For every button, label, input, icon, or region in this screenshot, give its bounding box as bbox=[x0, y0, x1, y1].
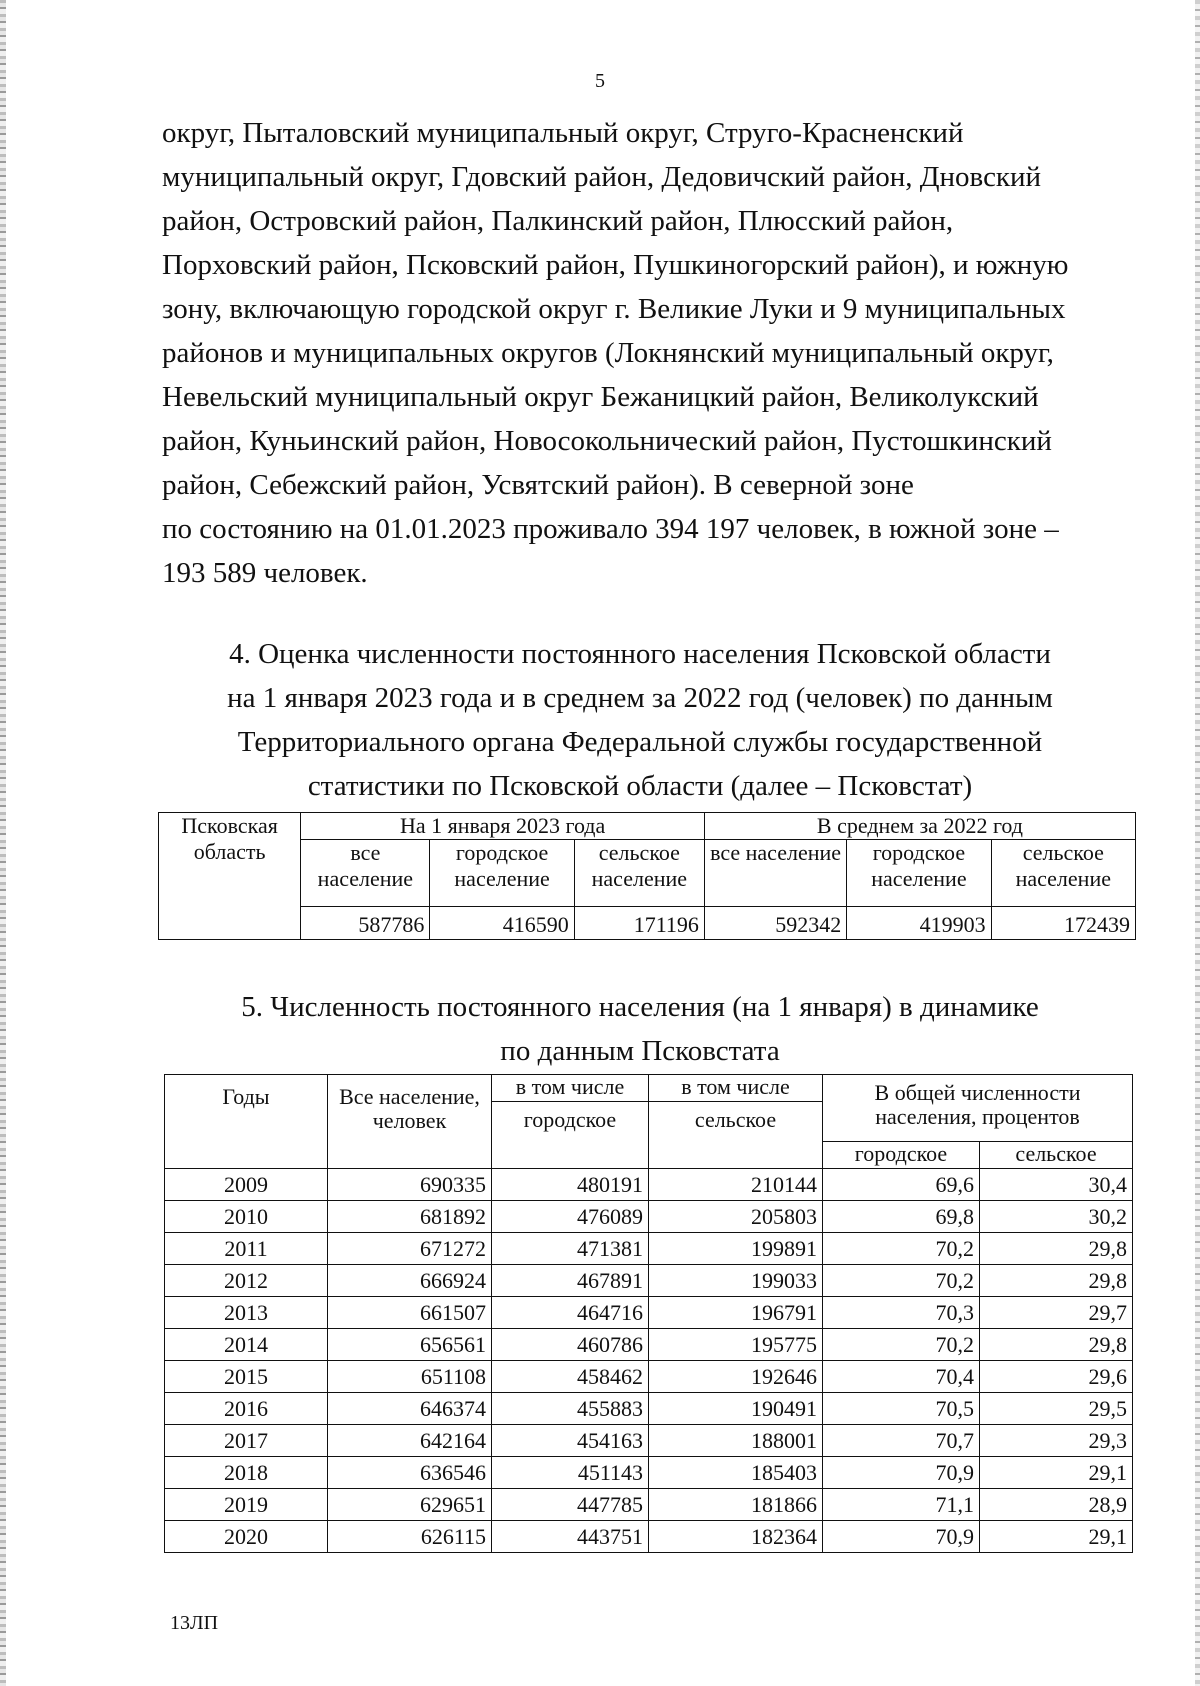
table-cell: 451143 bbox=[492, 1457, 649, 1489]
body-line: районов и муниципальных округов (Локнянский муниципальный округ, bbox=[162, 337, 1054, 369]
table-cell: 181866 bbox=[649, 1489, 823, 1521]
body-line: район, Куньинский район, Новосокольнический район, Пустошкинский bbox=[162, 425, 1052, 457]
table-cell: 416590 bbox=[430, 907, 574, 940]
table-cell: 464716 bbox=[492, 1297, 649, 1329]
table-cell: 28,9 bbox=[980, 1489, 1133, 1521]
header-years: Годы bbox=[165, 1075, 328, 1169]
table-cell: 29,5 bbox=[980, 1393, 1133, 1425]
table-cell: 480191 bbox=[492, 1169, 649, 1201]
table-cell: 646374 bbox=[328, 1393, 492, 1425]
table-row bbox=[165, 1393, 1133, 1425]
table-cell: 70,9 bbox=[823, 1457, 980, 1489]
region-header: Псковская область bbox=[159, 813, 301, 940]
table-cell: 29,8 bbox=[980, 1233, 1133, 1265]
table-cell: 70,7 bbox=[823, 1425, 980, 1457]
title-line: на 1 января 2023 года и в среднем за 2022 год (человек) по данным bbox=[227, 682, 1053, 714]
year-cell: 2015 bbox=[165, 1361, 328, 1393]
body-line: по состоянию на 01.01.2023 проживало 394 197 человек, в южной зоне – bbox=[162, 513, 1059, 545]
year-cell: 2016 bbox=[165, 1393, 328, 1425]
table-cell: 636546 bbox=[328, 1457, 492, 1489]
header-share: В общей численности населения, процентов bbox=[823, 1075, 1133, 1142]
table-cell: 419903 bbox=[847, 907, 991, 940]
subheader-rural: сельское население bbox=[991, 840, 1135, 907]
title-line: 5. Численность постоянного населения (на 1 января) в динамике bbox=[241, 991, 1039, 1023]
table-cell: 190491 bbox=[649, 1393, 823, 1425]
title-line: статистики по Псковской области (далее – Псковстат) bbox=[307, 770, 973, 802]
table-row bbox=[165, 1361, 1133, 1393]
table-cell: 172439 bbox=[991, 907, 1135, 940]
year-cell: 2009 bbox=[165, 1169, 328, 1201]
table-cell: 661507 bbox=[328, 1297, 492, 1329]
table-cell: 651108 bbox=[328, 1361, 492, 1393]
header-rural: сельское bbox=[649, 1102, 823, 1169]
table-cell: 29,8 bbox=[980, 1329, 1133, 1361]
group-header-avg-2022: В среднем за 2022 год bbox=[704, 813, 1135, 840]
subheader-urban: городское население bbox=[430, 840, 574, 907]
body-line: муниципальный округ, Гдовский район, Дедовичский район, Дновский bbox=[162, 161, 1042, 193]
table-cell: 443751 bbox=[492, 1521, 649, 1553]
table-cell: 681892 bbox=[328, 1201, 492, 1233]
table-cell: 29,7 bbox=[980, 1297, 1133, 1329]
table-cell: 70,4 bbox=[823, 1361, 980, 1393]
table-cell: 29,8 bbox=[980, 1265, 1133, 1297]
title-line: 4. Оценка численности постоянного населения Псковской области bbox=[229, 638, 1051, 670]
table-cell: 460786 bbox=[492, 1329, 649, 1361]
year-cell: 2020 bbox=[165, 1521, 328, 1553]
footer-code: 13ЛП bbox=[170, 1612, 219, 1634]
table-cell: 592342 bbox=[704, 907, 846, 940]
table-cell: 629651 bbox=[328, 1489, 492, 1521]
header-share-rural: сельское bbox=[980, 1142, 1133, 1169]
table-cell: 70,2 bbox=[823, 1329, 980, 1361]
section-4-title bbox=[160, 632, 1120, 808]
table-cell: 587786 bbox=[301, 907, 430, 940]
table-row bbox=[165, 1265, 1133, 1297]
subheader-rural: сельское население bbox=[574, 840, 704, 907]
table-cell: 30,4 bbox=[980, 1169, 1133, 1201]
table-cell: 70,9 bbox=[823, 1521, 980, 1553]
header-share-urban: городское bbox=[823, 1142, 980, 1169]
table-cell: 199033 bbox=[649, 1265, 823, 1297]
table-cell: 70,2 bbox=[823, 1233, 980, 1265]
table-cell: 205803 bbox=[649, 1201, 823, 1233]
header-urban: городское bbox=[492, 1102, 649, 1169]
table-cell: 642164 bbox=[328, 1425, 492, 1457]
table-row bbox=[165, 1329, 1133, 1361]
group-header-jan-2023: На 1 января 2023 года bbox=[301, 813, 705, 840]
table-cell: 29,3 bbox=[980, 1425, 1133, 1457]
year-cell: 2014 bbox=[165, 1329, 328, 1361]
subheader-total: все население bbox=[704, 840, 846, 907]
table-row bbox=[165, 1297, 1133, 1329]
year-cell: 2018 bbox=[165, 1457, 328, 1489]
body-line: округ, Пыталовский муниципальный округ, Струго-Красненский bbox=[162, 117, 964, 149]
table-cell: 690335 bbox=[328, 1169, 492, 1201]
subheader-urban: городское население bbox=[847, 840, 991, 907]
table-cell: 476089 bbox=[492, 1201, 649, 1233]
table-cell: 29,1 bbox=[980, 1457, 1133, 1489]
body-line: зону, включающую городской округ г. Великие Луки и 9 муниципальных bbox=[162, 293, 1066, 325]
year-cell: 2012 bbox=[165, 1265, 328, 1297]
table-row bbox=[165, 1233, 1133, 1265]
header-total: Все население, человек bbox=[328, 1075, 492, 1169]
table-cell: 671272 bbox=[328, 1233, 492, 1265]
table-row bbox=[165, 1169, 1133, 1201]
table-cell: 195775 bbox=[649, 1329, 823, 1361]
table-cell: 199891 bbox=[649, 1233, 823, 1265]
page-number: 5 bbox=[595, 70, 605, 92]
table-cell: 210144 bbox=[649, 1169, 823, 1201]
table-cell: 196791 bbox=[649, 1297, 823, 1329]
table-row bbox=[165, 1521, 1133, 1553]
header-incl-urban: в том числе bbox=[492, 1075, 649, 1102]
table-cell: 70,5 bbox=[823, 1393, 980, 1425]
table-row bbox=[165, 1489, 1133, 1521]
table-cell: 626115 bbox=[328, 1521, 492, 1553]
table-cell: 30,2 bbox=[980, 1201, 1133, 1233]
year-cell: 2017 bbox=[165, 1425, 328, 1457]
section-5-title bbox=[160, 985, 1120, 1073]
table-cell: 70,2 bbox=[823, 1265, 980, 1297]
body-line: 193 589 человек. bbox=[162, 557, 368, 589]
table-cell: 666924 bbox=[328, 1265, 492, 1297]
table-cell: 471381 bbox=[492, 1233, 649, 1265]
table-cell: 71,1 bbox=[823, 1489, 980, 1521]
body-line: Невельский муниципальный округ Бежаницкий район, Великолукский bbox=[162, 381, 1039, 413]
table-cell: 447785 bbox=[492, 1489, 649, 1521]
scan-edge-left bbox=[0, 0, 6, 1686]
year-cell: 2013 bbox=[165, 1297, 328, 1329]
header-incl-rural: в том числе bbox=[649, 1075, 823, 1102]
title-line: по данным Псковстата bbox=[500, 1035, 780, 1067]
table-cell: 182364 bbox=[649, 1521, 823, 1553]
title-line: Территориального органа Федеральной службы государственной bbox=[237, 726, 1043, 758]
table-cell: 467891 bbox=[492, 1265, 649, 1297]
table-cell: 455883 bbox=[492, 1393, 649, 1425]
table-row bbox=[159, 907, 1136, 940]
population-dynamics-table bbox=[164, 1074, 1133, 1553]
table-row bbox=[165, 1457, 1133, 1489]
body-line: район, Себежский район, Усвятский район). В северной зоне bbox=[162, 469, 914, 501]
population-dynamics-rows bbox=[165, 1169, 1133, 1553]
table-cell: 29,1 bbox=[980, 1521, 1133, 1553]
table-cell: 29,6 bbox=[980, 1361, 1133, 1393]
table-cell: 192646 bbox=[649, 1361, 823, 1393]
table-cell: 454163 bbox=[492, 1425, 649, 1457]
year-cell: 2010 bbox=[165, 1201, 328, 1233]
scan-edge-right bbox=[1195, 0, 1200, 1686]
table-cell: 188001 bbox=[649, 1425, 823, 1457]
table-cell: 458462 bbox=[492, 1361, 649, 1393]
table-row bbox=[165, 1425, 1133, 1457]
body-paragraph bbox=[162, 111, 1120, 595]
table-cell: 185403 bbox=[649, 1457, 823, 1489]
table-cell: 656561 bbox=[328, 1329, 492, 1361]
body-line: район, Островский район, Палкинский район, Плюсский район, bbox=[162, 205, 954, 237]
population-estimate-table bbox=[158, 812, 1136, 940]
year-cell: 2011 bbox=[165, 1233, 328, 1265]
table-cell: 70,3 bbox=[823, 1297, 980, 1329]
table-cell: 69,8 bbox=[823, 1201, 980, 1233]
year-cell: 2019 bbox=[165, 1489, 328, 1521]
table-row bbox=[165, 1201, 1133, 1233]
body-line: Порховский район, Псковский район, Пушкиногорский район), и южную bbox=[162, 249, 1069, 281]
table-cell: 171196 bbox=[574, 907, 704, 940]
table-cell: 69,6 bbox=[823, 1169, 980, 1201]
subheader-total: все население bbox=[301, 840, 430, 907]
